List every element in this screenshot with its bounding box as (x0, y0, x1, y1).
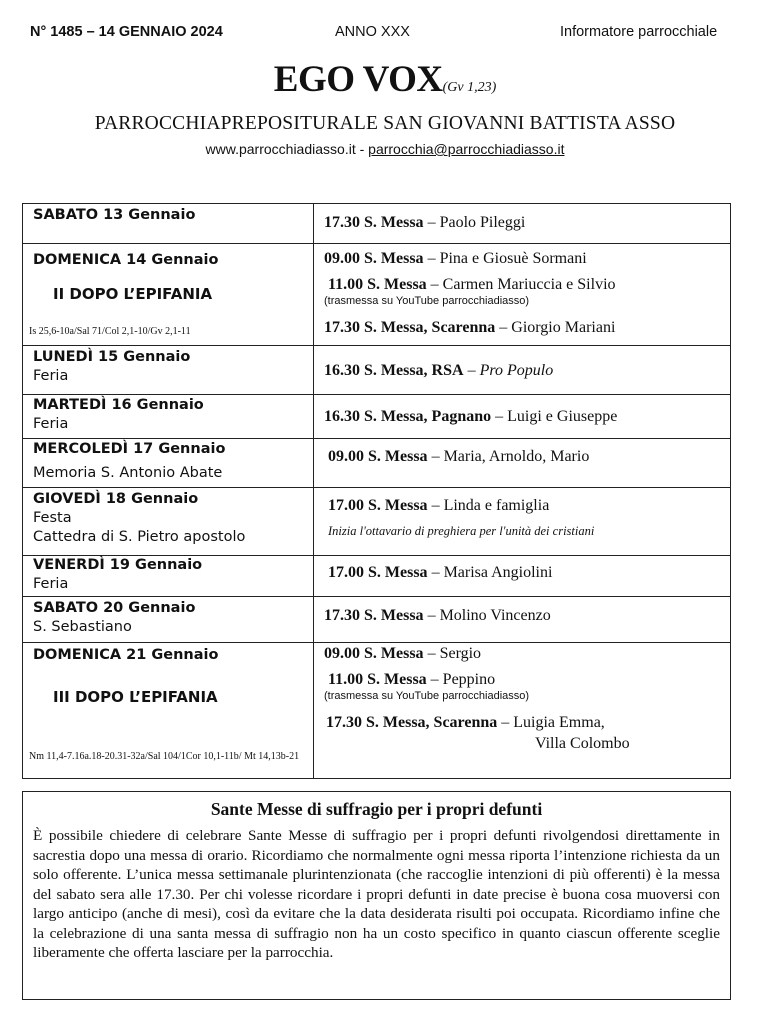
day-name: LUNEDÌ 15 Gennaio (33, 349, 191, 365)
day-subtitle: Feria (33, 576, 69, 592)
mass-time: 11.00 S. Messa (328, 276, 427, 293)
mass-time: 11.00 S. Messa (328, 671, 427, 688)
day-cell (23, 204, 314, 244)
mass-line (324, 269, 730, 295)
mass-intention: – Pina e Giosuè Sormani (423, 250, 587, 267)
day-name: GIOVEDÌ 18 Gennaio (33, 491, 199, 507)
page-title: EGO VOX (273, 59, 443, 100)
mass-time: 16.30 S. Messa, Pagnano (324, 408, 492, 425)
day-subtitle: Cattedra di S. Pietro apostolo (33, 529, 246, 545)
day-name: DOMENICA 21 Gennaio (33, 647, 219, 663)
mass-time: 09.00 S. Messa (328, 448, 428, 465)
notice-title: Sante Messe di suffragio per i propri defunti (210, 799, 543, 819)
website-link[interactable]: www.parrocchiadiasso.it (205, 141, 356, 157)
mass-intention: Pro Populo (479, 362, 554, 379)
schedule-row (23, 643, 731, 779)
mass-line (324, 244, 730, 269)
schedule-row (23, 597, 731, 643)
email-link[interactable]: parrocchia@parrocchiadiasso.it (368, 141, 565, 157)
link-separator: - (355, 141, 369, 157)
mass-line (324, 204, 730, 233)
suffrage-notice (22, 791, 731, 1000)
day-name: DOMENICA 14 Gennaio (33, 252, 219, 268)
mass-line (324, 643, 730, 664)
schedule-row (23, 244, 731, 346)
day-cell (23, 643, 314, 779)
youtube-note: (trasmessa su YouTube parrocchiadiasso) (324, 295, 530, 307)
mass-cell (314, 556, 731, 597)
mass-intention-continued: Villa Colombo (535, 735, 630, 752)
lectionary: Is 25,6-10a/Sal 71/Col 2,1-10/Gv 2,1-11 (29, 326, 191, 337)
mass-intention: – Linda e famiglia (427, 497, 550, 514)
prayer-week-note: Inizia l'ottavario di preghiera per l'unità dei cristiani (328, 524, 595, 538)
mass-intention: – Paolo Pileggi (423, 214, 526, 231)
schedule-row (23, 488, 731, 556)
schedule-row (23, 346, 731, 395)
mass-line (324, 346, 730, 381)
day-cell (23, 488, 314, 556)
mass-line (324, 556, 730, 583)
parish-name: PARROCCHIAPREPOSITURALE SAN GIOVANNI BATTISTA ASSO (94, 113, 676, 134)
mass-line (324, 395, 730, 427)
mass-schedule-table (22, 203, 731, 779)
mass-time: 17.30 S. Messa, Scarenna (326, 714, 498, 731)
mass-intention: – Marisa Angiolini (427, 564, 553, 581)
day-subtitle: Feria (33, 416, 69, 432)
day-subtitle: Memoria S. Antonio Abate (33, 465, 223, 481)
mass-intention: – Molino Vincenzo (423, 607, 551, 624)
day-name: VENERDÌ 19 Gennaio (33, 557, 203, 573)
notice-body: È possibile chiedere di celebrare Sante Messe di suffragio per i propri defunti rivolgendosi direttamente in sacrestia dopo una messa di orario. Ricordiamo che normalmente ogni messa riporta l’intenzione richiesta da un solo offerente. L’unica messa settimanale plurintenzionata (che raccoglie intenzioni di più offerenti) è la messa del sabato sera alle 17.30. Per chi volesse ricordare i propri defunti in date precise è buona cosa muoversi con largo anticipo (anche di mesi), così da evitare che la data desiderata risulti poi occupata. Ricordiamo infine che la celebrazione di una santa messa di suffragio non ha un costo specifico in quanto ciascun offerente sceglie liberamente che offerta lasciare per la parrocchia. (33, 827, 720, 961)
mass-cell (314, 643, 731, 779)
youtube-note: (trasmessa su YouTube parrocchiadiasso) (324, 690, 530, 702)
mass-line (324, 597, 730, 626)
day-cell (23, 395, 314, 439)
day-cell (23, 244, 314, 346)
day-subtitle: Festa (33, 510, 72, 526)
mass-time: 17.30 S. Messa, Scarenna (324, 319, 496, 336)
title-reference: (Gv 1,23) (442, 80, 497, 95)
mass-line (324, 488, 730, 516)
day-name: MARTEDÌ 16 Gennaio (33, 397, 204, 413)
lectionary: Nm 11,4-7.16a.18-20.31-32a/Sal 104/1Cor 10,1-11b/ Mt 14,13b-21 (29, 751, 300, 762)
mass-time: 09.00 S. Messa (324, 250, 424, 267)
mass-cell (314, 488, 731, 556)
day-cell (23, 597, 314, 643)
mass-intention: – Luigia Emma, (497, 714, 605, 731)
mass-cell (314, 439, 731, 488)
mass-time: 17.30 S. Messa (324, 214, 424, 231)
contact-links (0, 141, 770, 157)
schedule-row (23, 556, 731, 597)
mass-intention: – Luigi e Giuseppe (491, 408, 618, 425)
mass-intention: – Peppino (426, 671, 496, 688)
mass-time: 09.00 S. Messa (324, 645, 424, 662)
mass-time: 16.30 S. Messa, RSA (324, 362, 464, 379)
issue-number: N° 1485 – 14 GENNAIO 2024 (30, 24, 223, 40)
mass-intention: – Carmen Mariuccia e Silvio (426, 276, 616, 293)
mass-time: 17.30 S. Messa (324, 607, 424, 624)
day-name: SABATO 20 Gennaio (33, 600, 196, 616)
schedule-row (23, 439, 731, 488)
year-label: ANNO XXX (335, 24, 410, 40)
mass-cell (314, 204, 731, 244)
day-cell (23, 439, 314, 488)
bulletin-kind: Informatore parrocchiale (560, 24, 718, 40)
day-cell (23, 556, 314, 597)
mass-time: 17.00 S. Messa (328, 564, 428, 581)
top-line (0, 24, 770, 44)
masthead (0, 58, 770, 101)
mass-cell (314, 395, 731, 439)
mass-line (324, 703, 730, 733)
mass-line (324, 308, 730, 338)
schedule-row (23, 204, 731, 244)
day-name: MERCOLEDÌ 17 Gennaio (33, 441, 226, 457)
mass-intention: – Giorgio Mariani (495, 319, 616, 336)
schedule-row (23, 395, 731, 439)
day-cell (23, 346, 314, 395)
day-subtitle: S. Sebastiano (33, 619, 132, 635)
mass-intention: – Maria, Arnoldo, Mario (427, 448, 590, 465)
mass-cell (314, 346, 731, 395)
day-name: SABATO 13 Gennaio (33, 207, 196, 223)
mass-cell (314, 597, 731, 643)
mass-cell (314, 244, 731, 346)
mass-intention: – Sergio (423, 645, 482, 662)
mass-time: 17.00 S. Messa (328, 497, 428, 514)
mass-dash: – (463, 362, 480, 379)
mass-line (324, 439, 730, 467)
mass-line (324, 664, 730, 690)
feast-name: III DOPO L’EPIFANIA (53, 688, 218, 706)
feast-name: II DOPO L’EPIFANIA (53, 285, 213, 303)
day-subtitle: Feria (33, 368, 69, 384)
